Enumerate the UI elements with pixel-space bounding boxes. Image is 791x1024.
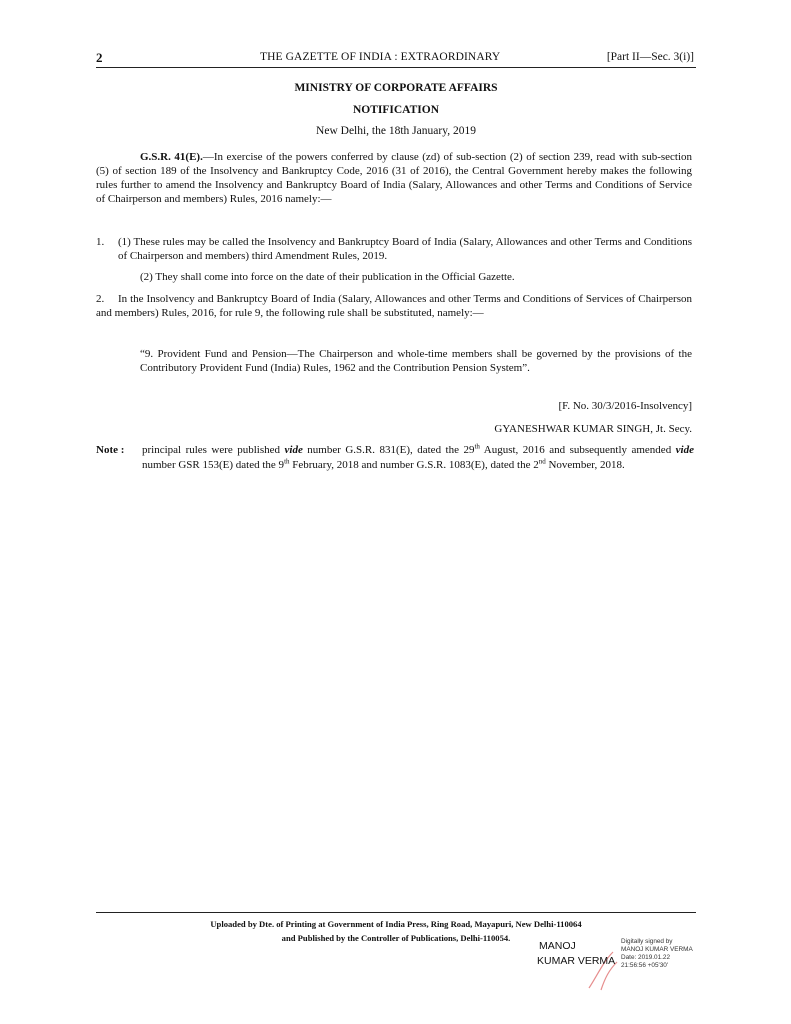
- rule-2: [96, 293, 692, 321]
- notification-heading: NOTIFICATION: [352, 104, 440, 116]
- footer-line-1: Uploaded by Dte. of Printing at Government of India Press, Ring Road, Mayapuri, New Delhi-110064: [210, 919, 582, 929]
- note-text: [142, 443, 694, 473]
- note-vide: vide: [675, 444, 694, 456]
- note-part: number GSR 153(E) dated the 9: [142, 459, 285, 471]
- rule-2-text: In the Insolvency and Bankruptcy Board of India (Salary, Allowances and other Terms and Conditions of Services of Chairperson and members) Rules, 2016, for rule 9, the following rule shall be substituted, namely:—: [96, 293, 692, 319]
- date-line: New Delhi, the 18th January, 2019: [316, 125, 476, 137]
- rule-1-sub-1: (1) These rules may be called the Insolvency and Bankruptcy Board of India (Salary, Allowances and other Terms and Conditions of Chairperson and members) third Amendment Rules, 2019.: [118, 236, 692, 262]
- note-sup: nd: [538, 457, 546, 466]
- main-paragraph: [96, 151, 692, 207]
- note-vide: vide: [284, 444, 303, 456]
- gazette-title: THE GAZETTE OF INDIA : EXTRAORDINARY: [260, 51, 501, 63]
- rule-2-number: 2.: [96, 293, 105, 305]
- signer-name-line-1: MANOJ: [539, 940, 576, 952]
- signed-by-label: Digitally signed by: [621, 938, 673, 945]
- ministry-heading: MINISTRY OF CORPORATE AFFAIRS: [294, 82, 498, 94]
- note-sup: th: [474, 442, 480, 451]
- note-part: February, 2018 and number G.S.R. 1083(E), dated the 2: [289, 459, 539, 471]
- gsr-number: G.S.R. 41(E).: [140, 151, 203, 163]
- signer-name-line-2: KUMAR VERMA: [537, 955, 616, 967]
- page-number: 2: [96, 50, 103, 65]
- part-section: [Part II—Sec. 3(i)]: [606, 51, 694, 63]
- footer-line-2: and Published by the Controller of Publications, Delhi-110054.: [281, 933, 511, 943]
- substituted-rule-quote: “9. Provident Fund and Pension—The Chairperson and whole-time members shall be governed by the provisions of the Contributory Provident Fund (India) Rules, 1962 and the Contribution Pension System”.: [140, 348, 692, 374]
- rule-1-sub-2: (2) They shall come into force on the date of their publication in the Official Gazette.: [140, 271, 515, 283]
- note-label: Note :: [96, 444, 125, 456]
- signatory: GYANESHWAR KUMAR SINGH, Jt. Secy.: [494, 423, 692, 435]
- digital-signature: [537, 938, 717, 988]
- note-part: principal rules were published: [142, 444, 285, 456]
- signed-by-name: MANOJ KUMAR VERMA: [621, 946, 693, 953]
- header-rule: [96, 67, 696, 68]
- rule-1: [96, 236, 692, 264]
- footer-rule: [96, 912, 696, 913]
- signature-time: 21:56:56 +05'30': [621, 962, 669, 969]
- signature-date: Date: 2019.01.22: [621, 954, 671, 961]
- page-header: [96, 50, 694, 66]
- note-block: [96, 443, 694, 473]
- note-part: number G.S.R. 831(E), dated the 29: [302, 444, 475, 456]
- main-paragraph-text: —In exercise of the powers conferred by clause (zd) of sub-section (2) of section 239, read with sub-section (5) of section 189 of the Insolvency and Bankruptcy Code, 2016 (31 of 2016), the Central Government hereby makes the following rules further to amend the Insolvency and Bankruptcy Board of India (Salary, Allowances and other Terms and Conditions of Service of Chairperson and members) Rules, 2016 namely:—: [96, 151, 693, 205]
- note-part: November, 2018.: [545, 459, 625, 471]
- note-sup: th: [284, 457, 290, 466]
- note-part: August, 2016 and subsequently amended: [479, 444, 676, 456]
- rule-1-number: 1.: [96, 236, 105, 248]
- file-number: [F. No. 30/3/2016-Insolvency]: [558, 400, 692, 412]
